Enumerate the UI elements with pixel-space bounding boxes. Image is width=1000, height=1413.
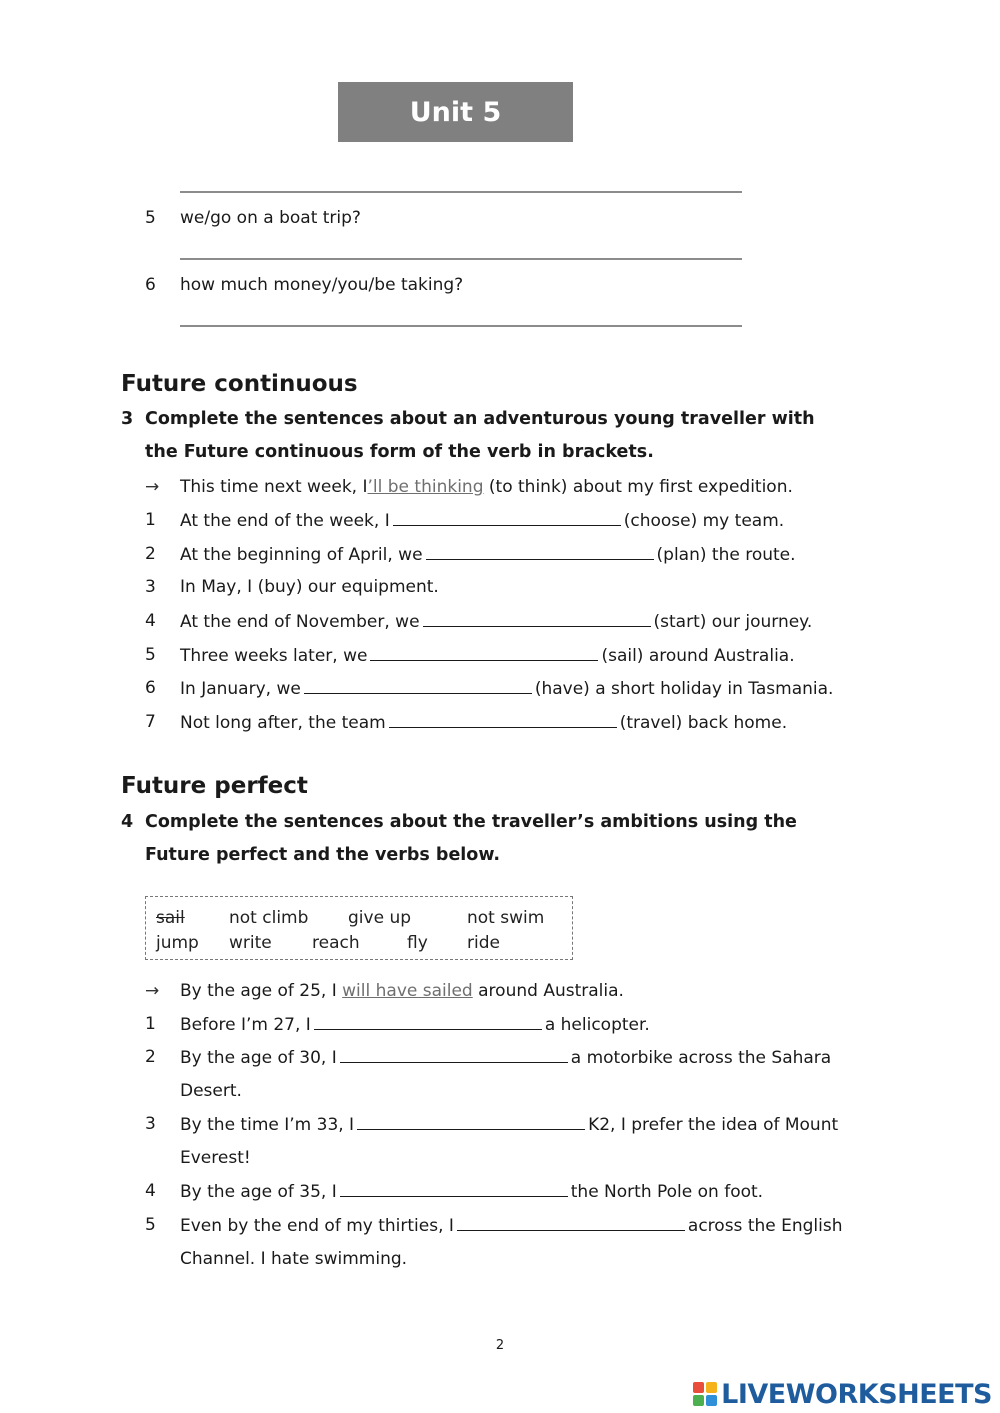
word: ride	[467, 933, 500, 953]
word: write	[229, 933, 272, 953]
section-heading: Future continuous	[121, 371, 358, 397]
brand-logo[interactable]	[693, 1378, 992, 1410]
arrow-icon: →	[145, 477, 160, 497]
item-number: 7	[145, 712, 156, 732]
answer-blank[interactable]	[393, 510, 621, 526]
answer-blank[interactable]	[370, 645, 598, 661]
word: not climb	[229, 908, 309, 928]
answer-blank[interactable]	[304, 678, 532, 694]
word-box	[145, 896, 573, 960]
item-text: At the beginning of April, we	[180, 545, 423, 565]
brand-square	[706, 1382, 717, 1393]
brand-square	[693, 1395, 704, 1406]
answer-blank[interactable]	[426, 544, 654, 560]
brand-icon	[693, 1382, 717, 1406]
item-text: we/go on a boat trip?	[180, 208, 361, 228]
word: fly	[407, 933, 428, 953]
section-heading: Future perfect	[121, 773, 308, 799]
item-text: how much money/you/be taking?	[180, 275, 464, 295]
item-text: across the English	[687, 1216, 843, 1236]
exercise-number: 3	[121, 409, 134, 429]
answer-line[interactable]	[180, 325, 742, 327]
item-number: 1	[145, 1014, 156, 1034]
answer-blank[interactable]	[357, 1114, 585, 1130]
item-number: 6	[145, 275, 156, 295]
item-text: K2, I prefer the idea of Mount	[588, 1115, 839, 1135]
item-number: 5	[145, 208, 156, 228]
item-text: Even by the end of my thirties, I	[180, 1216, 454, 1236]
item-text: Desert.	[180, 1081, 242, 1101]
item-text: Everest!	[180, 1148, 251, 1168]
item-text: By the age of 35, I	[180, 1182, 337, 1202]
item-text: a motorbike across the Sahara	[570, 1048, 832, 1068]
item-text: (have) a short holiday in Tasmania.	[534, 679, 834, 699]
item-text: At the end of November, we	[180, 612, 420, 632]
word: give up	[348, 908, 412, 928]
item-number: 3	[145, 1114, 156, 1134]
answer-blank[interactable]	[389, 712, 617, 728]
brand-square	[706, 1395, 717, 1406]
instruction-line: Complete the sentences about an adventurous young traveller with	[145, 409, 815, 429]
item-text: By the time I’m 33, I	[180, 1115, 355, 1135]
item-text: Three weeks later, we	[180, 646, 368, 666]
item-number: 1	[145, 510, 156, 530]
answer-blank[interactable]	[340, 1181, 568, 1197]
page-number: 2	[495, 1338, 505, 1353]
item-number: 6	[145, 678, 156, 698]
unit-title: Unit 5	[338, 82, 573, 142]
brand-name: LIVEWORKSHEETS	[721, 1378, 992, 1410]
item-text: In January, we	[180, 679, 301, 699]
item-text: Channel. I hate swimming.	[180, 1249, 408, 1269]
example-answer: will have sailed	[342, 981, 473, 1001]
item-text: the North Pole on foot.	[570, 1182, 764, 1202]
item-text: Not long after, the team	[180, 713, 386, 733]
example-text: By the age of 25, I	[180, 981, 343, 1001]
item-text: In May, I (buy) our equipment.	[180, 577, 439, 597]
word: reach	[312, 933, 360, 953]
answer-blank[interactable]	[423, 611, 651, 627]
example-text: This time next week, I	[180, 477, 368, 497]
item-text: (choose) my team.	[623, 511, 785, 531]
exercise-number: 4	[121, 812, 134, 832]
answer-blank[interactable]	[457, 1215, 685, 1231]
instruction-line: the Future continuous form of the verb in brackets.	[145, 442, 654, 462]
item-text: (plan) the route.	[656, 545, 796, 565]
word: jump	[156, 933, 199, 953]
answer-blank[interactable]	[314, 1014, 542, 1030]
item-text: (sail) around Australia.	[601, 646, 795, 666]
item-number: 4	[145, 611, 156, 631]
word-used: sail	[156, 908, 185, 928]
item-number: 2	[145, 544, 156, 564]
arrow-icon: →	[145, 981, 160, 1001]
answer-line[interactable]	[180, 258, 742, 260]
item-number: 5	[145, 645, 156, 665]
word: not swim	[467, 908, 545, 928]
item-text: Before I’m 27, I	[180, 1015, 311, 1035]
item-text: (travel) back home.	[619, 713, 788, 733]
answer-blank[interactable]	[340, 1047, 568, 1063]
example-text: around Australia.	[472, 981, 624, 1001]
item-number: 3	[145, 577, 156, 597]
item-text: (start) our journey.	[653, 612, 813, 632]
item-text: At the end of the week, I	[180, 511, 390, 531]
item-text: a helicopter.	[544, 1015, 650, 1035]
answer-line[interactable]	[180, 191, 742, 193]
instruction-line: Complete the sentences about the traveller’s ambitions using the	[145, 812, 797, 832]
brand-square	[693, 1382, 704, 1393]
example-answer: ’ll be thinking	[367, 477, 484, 497]
example-text: (to think) about my first expedition.	[483, 477, 793, 497]
item-number: 5	[145, 1215, 156, 1235]
item-number: 4	[145, 1181, 156, 1201]
item-text: By the age of 30, I	[180, 1048, 337, 1068]
item-number: 2	[145, 1047, 156, 1067]
instruction-line: Future perfect and the verbs below.	[145, 845, 501, 865]
